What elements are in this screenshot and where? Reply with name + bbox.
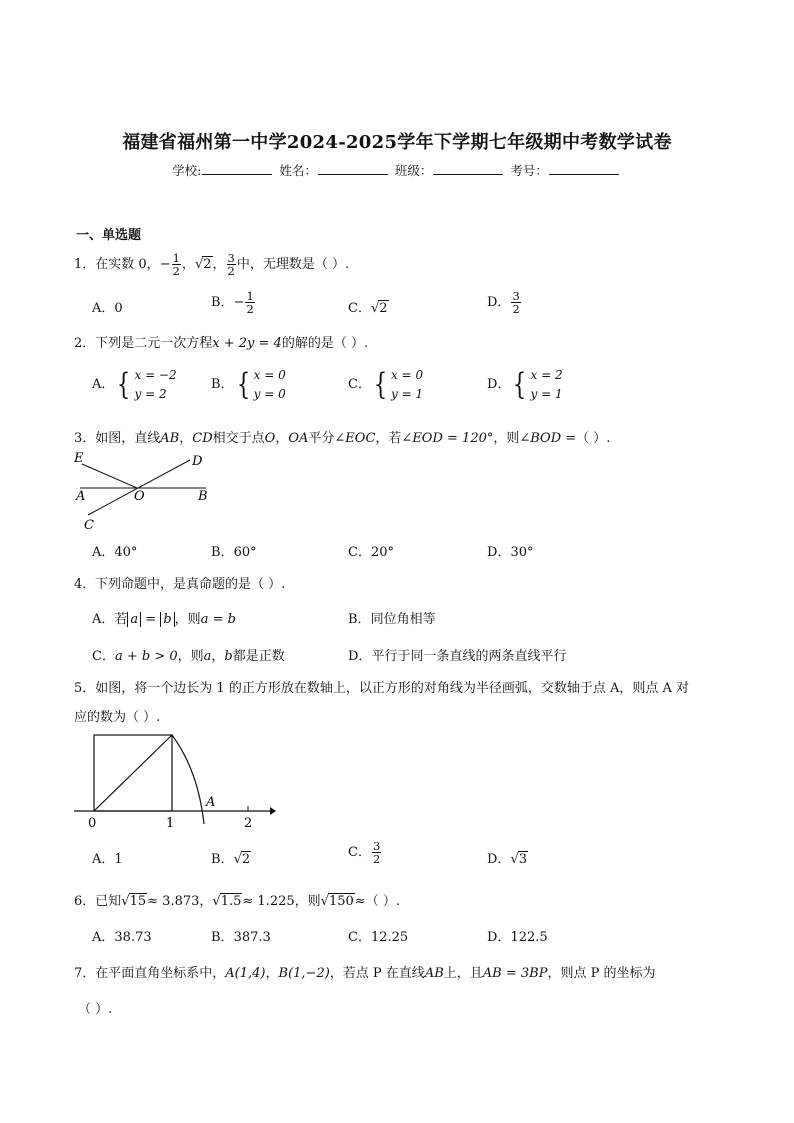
question-number: 1．	[74, 257, 96, 273]
q3-option-c[interactable]: C．20°	[348, 545, 394, 560]
sqrt: √2	[194, 257, 212, 273]
q4-option-a[interactable]: A．若 a = b ，则a = b	[92, 612, 236, 627]
exam-no-blank[interactable]	[549, 164, 619, 175]
ray-oe	[82, 464, 137, 488]
tick-label-1: 1	[166, 816, 175, 830]
diagonal	[94, 735, 172, 811]
q6-option-b[interactable]: B．387.3	[211, 930, 271, 945]
question-1: 1．在实数 0，− $\frac{1}{2}$ ，√2， $\frac{3}{2}$ 中，无理数是（ ）.	[74, 251, 350, 279]
question-6: 6．已知√15≈ 3.873，√1.5≈ 1.225，则√150≈（ ）.	[74, 894, 400, 909]
q6-option-d[interactable]: D．122.5	[487, 930, 548, 945]
q3-option-b[interactable]: B．60°	[211, 545, 257, 560]
question-5: 5．如图，将一个边长为 1 的正方形放在数轴上，以正方形的对角线为半径画弧，交数轴于点 A，则点 A 对	[74, 681, 689, 696]
q3-option-a[interactable]: A．40°	[92, 545, 138, 560]
tick-label-0: 0	[88, 816, 97, 830]
q3-option-d[interactable]: D．30°	[487, 545, 534, 560]
q2-option-b[interactable]: B． { x = 0 y = 0	[211, 366, 286, 402]
question-text: 在实数 0，	[95, 257, 160, 273]
equation: x + 2y = 4	[212, 336, 282, 351]
tick-label-2: 2	[244, 816, 253, 830]
section-heading: 一、单选题	[76, 228, 142, 243]
q4-option-b[interactable]: B．同位角相等	[348, 612, 436, 627]
q1-option-c[interactable]: C．√2	[348, 301, 388, 316]
label-e: E	[74, 451, 84, 466]
question-4: 下列命题中，是真命题的是（ ）.	[95, 577, 286, 592]
point-a-label: A	[206, 795, 216, 810]
q5-option-b[interactable]: B．√2	[211, 852, 251, 867]
label-o: O	[134, 489, 145, 504]
q4-option-c[interactable]: C．a + b > 0，则a，b都是正数	[92, 649, 285, 664]
fraction: $\frac{3}{2}$	[227, 251, 235, 279]
label-c: C	[84, 518, 94, 533]
name-label: 姓名：	[279, 163, 317, 178]
q6-option-a[interactable]: A．38.73	[92, 930, 152, 945]
student-info-line	[0, 161, 794, 179]
q1-option-b[interactable]: B．− $\frac{1}{2}$	[211, 289, 254, 317]
question-text: 中，无理数是（ ）.	[236, 257, 350, 273]
q5-option-a[interactable]: A．1	[92, 852, 123, 867]
axis-arrow	[270, 807, 276, 815]
q2-option-c[interactable]: C． { x = 0 y = 1	[348, 366, 424, 402]
q5-option-c[interactable]: C． $\frac{3}{2}$	[348, 839, 381, 867]
question-number: 4．	[74, 577, 96, 592]
q4-option-d[interactable]: D．平行于同一条直线的两条直线平行	[348, 649, 567, 664]
label-b: B	[198, 489, 208, 504]
class-label: 班级：	[394, 163, 433, 178]
q2-option-d[interactable]: D． { x = 2 y = 1	[487, 366, 563, 402]
school-label: 学校:	[172, 163, 202, 178]
page-title: 福建省福州第一中学2024-2025学年下学期七年级期中考数学试卷	[122, 132, 672, 153]
school-blank[interactable]	[202, 164, 272, 175]
name-blank[interactable]	[318, 164, 388, 175]
q5-figure	[70, 730, 280, 830]
q5-option-d[interactable]: D．√3	[487, 852, 528, 867]
question-3: 3．如图，直线AB，CD相交于点O，OA平分∠EOC，若∠EOD = 120°，则∠BOD =（ ）.	[74, 431, 611, 446]
label-a: A	[76, 489, 86, 504]
question-7-line-2: （ ）.	[78, 1002, 113, 1017]
minus-sign: −	[159, 257, 171, 273]
q3-figure	[70, 448, 220, 534]
q1-option-d[interactable]: D． $\frac{3}{2}$	[487, 289, 520, 317]
exam-no-label: 考号：	[510, 163, 548, 178]
q2-option-a[interactable]: A． { x = −2 y = 2	[92, 366, 177, 402]
label-d: D	[192, 454, 203, 469]
question-2: 2．下列是二元一次方程x + 2y = 4的解的是（ ）.	[74, 336, 369, 351]
class-blank[interactable]	[433, 164, 503, 175]
fraction: $\frac{1}{2}$	[172, 251, 180, 279]
question-7: 7．在平面直角坐标系中，A(1,4)，B(1,−2)，若点 P 在直线AB上，且AB = 3BP，则点 P 的坐标为	[74, 966, 656, 981]
question-5-line-2: 应的数为（ ）.	[74, 710, 161, 725]
q6-option-c[interactable]: C．12.25	[348, 930, 409, 945]
q1-option-a[interactable]: A．0	[92, 301, 123, 316]
